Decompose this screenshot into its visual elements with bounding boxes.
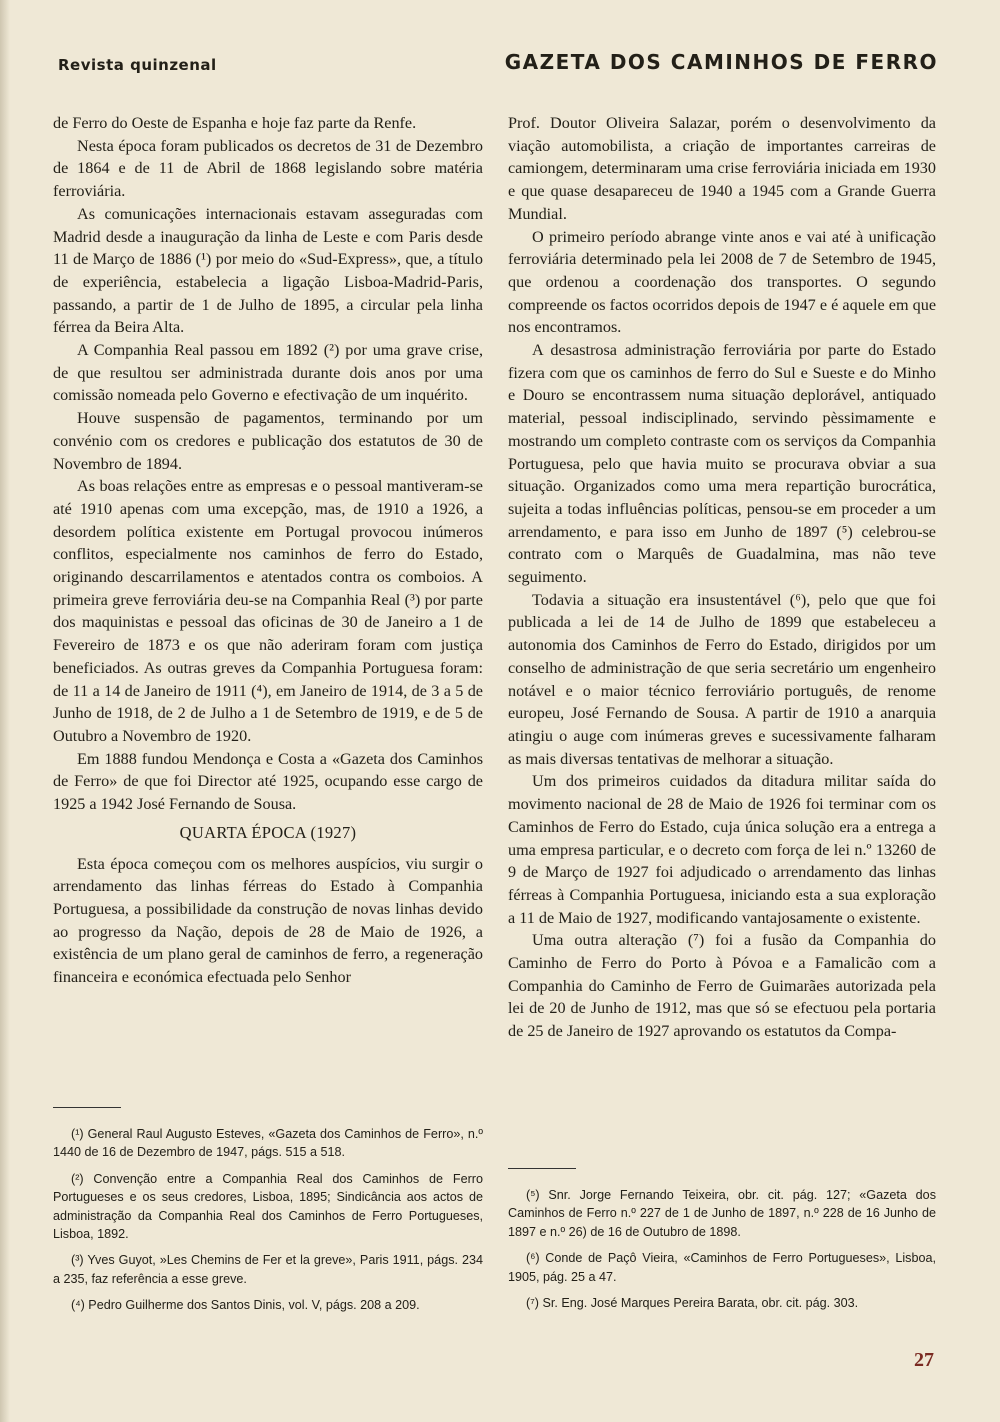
- header-journal-title: GAZETA DOS CAMINHOS DE FERRO: [504, 50, 938, 74]
- paragraph: Prof. Doutor Oliveira Salazar, porém o desenvolvimento da viação automobilista, a criação de importantes carreiras de camiongem, determinaram uma crise ferroviária iniciada em 1930 e que quase desapareceu de 1940 a 1945 com a Grande Guerra Mundial.: [508, 114, 936, 223]
- section-heading: QUARTA ÉPOCA (1927): [179, 822, 357, 842]
- paragraph: Esta época começou com os melhores auspícios, viu surgir o arrendamento das linhas férreas do Estado à Companhia Portuguesa, a possibilidade da construção de novas linhas devido ao progresso da Nação, depois de 28 de Maio de 1926, a existência de um plano geral de caminhos de ferro, a regeneração financeira e económica efectuada pelo Senhor: [53, 854, 483, 987]
- right-column: [508, 112, 936, 1043]
- footnote: (⁶) Conde de Paçô Vieira, «Caminhos de Ferro Portugueses», Lisboa, 1905, pág. 25 a 47.: [508, 1251, 936, 1284]
- footnote: (¹) General Raul Augusto Esteves, «Gazeta dos Caminhos de Ferro», n.º 1440 de 16 de Dezembro de 1947, págs. 515 a 518.: [53, 1127, 483, 1160]
- footnote: (⁴) Pedro Guilherme dos Santos Dinis, vol. V, págs. 208 a 209.: [71, 1298, 420, 1313]
- footnote: (²) Convenção entre a Companhia Real dos Caminhos de Ferro Portugueses e os seus credores, Lisboa, 1895; Sindicância aos actos de administração da Companhia Real dos Caminhos de Ferro Portugueses, Lisboa, 1892.: [53, 1171, 483, 1242]
- footnote: (⁵) Snr. Jorge Fernando Teixeira, obr. cit. pág. 127; «Gazeta dos Caminhos de Ferro n.º 227 de 1 de Junho de 1897, n.º 228 de 16 Junho de 1897 e n.º 26) de 16 de Outubro de 1898.: [508, 1188, 936, 1239]
- footnote-rule: [508, 1168, 576, 1169]
- page-number: 27: [914, 1349, 934, 1371]
- footnotes-right: [508, 1168, 936, 1320]
- paragraph: Todavia a situação era insustentável (⁶), pelo que que foi publicada a lei de 14 de Julho de 1899 que estabeleceu a autonomia dos Caminhos de Ferro do Estado, dirigidos por um conselho de administração de que seria secretário um engenheiro notável e o maior técnico ferroviário português, de renome europeu, José Fernando de Sousa. A partir de 1910 a anarquia atingiu o auge com inúmeras greves e sucessivamente falharam as mais diversas tentativas de melhorar a situação.: [508, 590, 936, 768]
- paragraph: A Companhia Real passou em 1892 (²) por uma grave crise, de que resultou ser administrada durante dois anos por uma comissão nomeada pelo Governo e efectivação de um inquérito.: [53, 341, 483, 405]
- paragraph: Em 1888 fundou Mendonça e Costa a «Gazeta dos Caminhos de Ferro» de que foi Director até 1925, ocupando esse cargo de 1925 a 1942 José Fernando de Sousa.: [53, 749, 483, 814]
- paragraph: O primeiro período abrange vinte anos e vai até à unificação ferroviária determinado pela lei 2008 de 7 de Setembro de 1945, que ordenou a coordenação dos transportes. O segundo compreende os factos ocorridos depois de 1947 e é aquele em que nos encontramos.: [508, 227, 936, 337]
- paragraph: A desastrosa administração ferroviária por parte do Estado fizera com que os caminhos de ferro do Sul e Sueste e do Minho e Douro se encontrassem numa situação deplorável, antiquado material, pessoal indisciplinado, servindo pèssimamente e mostrando um completo contraste com os serviços da Companhia Portuguesa, pelo que havia muito se procurava obviar a sua situação. Organizados como uma mera repartição burocrática, sujeita a todas influências políticas, pensou-se em proceder a um arrendamento, e para isso em Junho de 1897 (⁵) celebrou-se contrato com o Marquês de Guadalmina, mas não teve seguimento.: [508, 341, 936, 587]
- page-gutter-shadow: [0, 0, 10, 1422]
- footnote: (³) Yves Guyot, »Les Chemins de Fer et la greve», Paris 1911, págs. 234 a 235, faz referência a esse greve.: [53, 1253, 483, 1286]
- paragraph: Uma outra alteração (⁷) foi a fusão da Companhia do Caminho de Ferro do Porto à Póvoa e a Famalicão com a Companhia do Caminho de Ferro de Guimarães autorizada pela lei de 20 de Junho de 1912, mas que só se efectuou pela portaria de 25 de Janeiro de 1927 aprovando os estatutos da Compa-: [508, 931, 936, 1041]
- running-header: [58, 50, 938, 84]
- header-periodicity: Revista quinzenal: [58, 56, 217, 74]
- footnotes-left: [53, 1107, 483, 1323]
- paragraph: Houve suspensão de pagamentos, terminando por um convénio com os credores e publicação dos estatutos de 30 de Novembro de 1894.: [53, 409, 483, 473]
- footnote-rule: [53, 1107, 121, 1108]
- paragraph: Um dos primeiros cuidados da ditadura militar saída do movimento nacional de 28 de Maio de 1926 foi terminar com os Caminhos de Ferro do Estado, cuja única solução era a entrega a uma empresa particular, e o decreto com força de lei n.º 13260 de 9 de Março de 1927 foi adjudicado o arrendamento das linhas férreas à Companhia Portuguesa, iniciando esta a sua exploração a 11 de Maio de 1927, modificando vantajosamente o existente.: [508, 772, 936, 927]
- footnote: (⁷) Sr. Eng. José Marques Pereira Barata, obr. cit. pág. 303.: [526, 1296, 859, 1311]
- paragraph: de Ferro do Oeste de Espanha e hoje faz parte da Renfe.: [53, 114, 417, 132]
- left-column: [53, 112, 483, 989]
- paragraph: As boas relações entre as empresas e o pessoal mantiveram-se até 1910 apenas com uma excepção, mas, de 1910 a 1926, a desordem política existente em Portugal provocou inúmeros conflitos, especialmente nos caminhos de ferro do Estado, originando descarrilamentos e atentados contra os comboios. A primeira greve ferroviária deu-se na Companhia Real (³) por parte dos maquinistas e pessoal das oficinas de 30 de Janeiro a 1 de Fevereiro de 1873 e os que não aderiram foram com justiça beneficiados. As outras greves da Companhia Portuguesa foram: de 11 a 14 de Janeiro de 1911 (⁴), em Janeiro de 1914, de 3 a 5 de Junho de 1918, de 2 de Julho a 1 de Setembro de 1919, e de 5 de Outubro a Novembro de 1920.: [53, 477, 483, 745]
- paragraph: Nesta época foram publicados os decretos de 31 de Dezembro de 1864 e de 11 de Abril de 1868 legislando sobre matéria ferroviária.: [53, 136, 483, 201]
- paragraph: As comunicações internacionais estavam asseguradas com Madrid desde a inauguração da linha de Leste e com Paris desde 11 de Março de 1886 (¹) por meio do «Sud-Express», que, a título de experiência, estabelecia a ligação Lisboa-Madrid-Paris, passando, a partir de 1 de Julho de 1895, a circular pela linha férrea da Beira Alta.: [53, 204, 483, 337]
